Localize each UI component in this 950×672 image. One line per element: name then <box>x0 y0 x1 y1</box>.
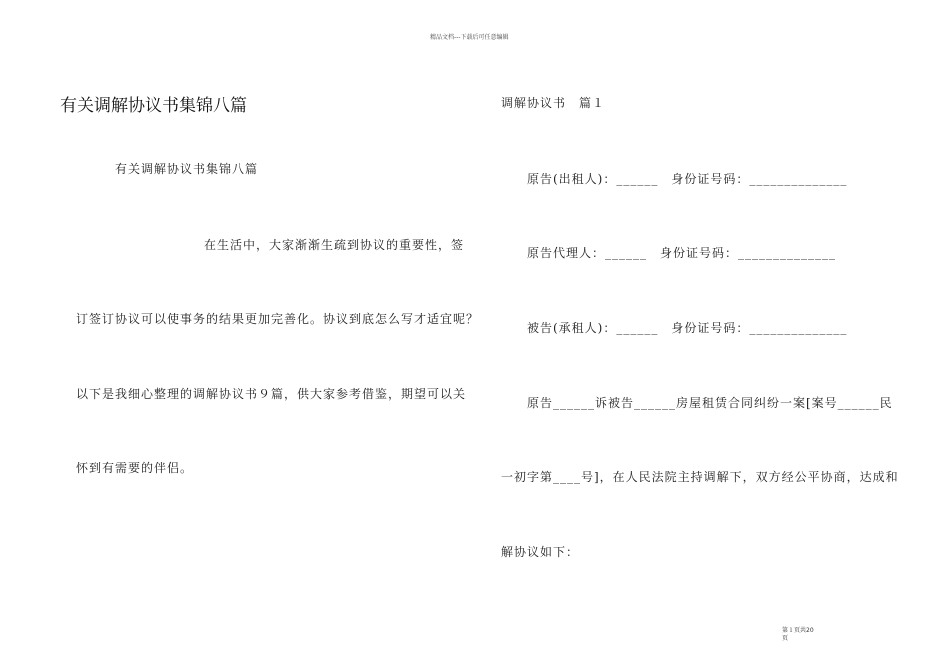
intro-line-1: 在生活中，大家渐渐生疏到协议的重要性，签 <box>204 238 465 252</box>
plaintiff-agent-line: 原告代理人：______ 身份证号码：______________ <box>527 246 837 260</box>
defendant-line: 被告(承租人)：______ 身份证号码：______________ <box>527 321 848 335</box>
case-line-2: 一初字第____号]，在人民法院主持调解下，双方经公平协商，达成和 <box>501 470 899 484</box>
page-number-line-2: 页 <box>782 635 789 642</box>
intro-line-4: 怀到有需要的伴侣。 <box>76 461 194 475</box>
subtitle: 有关调解协议书集锦八篇 <box>115 162 259 176</box>
intro-line-3: 以下是我细心整理的调解协议书９篇，供大家参考借鉴，期望可以关 <box>76 387 467 401</box>
case-line-1: 原告______诉被告______房屋租赁合同纠纷一案[案号______民 <box>527 396 893 410</box>
case-line-3: 解协议如下： <box>501 545 580 559</box>
page-number <box>782 627 814 643</box>
page-number-line-1: 第１页共20 <box>782 627 814 634</box>
plaintiff-line: 原告(出租人)：______ 身份证号码：______________ <box>527 172 848 186</box>
document-title: 有关调解协议书集锦八篇 <box>60 96 247 116</box>
intro-line-2: 订签订协议可以使事务的结果更加完善化。协议到底怎么写才适宜呢？ <box>76 312 480 326</box>
section-heading: 调解协议书 篇１ <box>501 96 606 110</box>
page-header: 精品文档---下载后可任意编辑 <box>430 34 509 41</box>
